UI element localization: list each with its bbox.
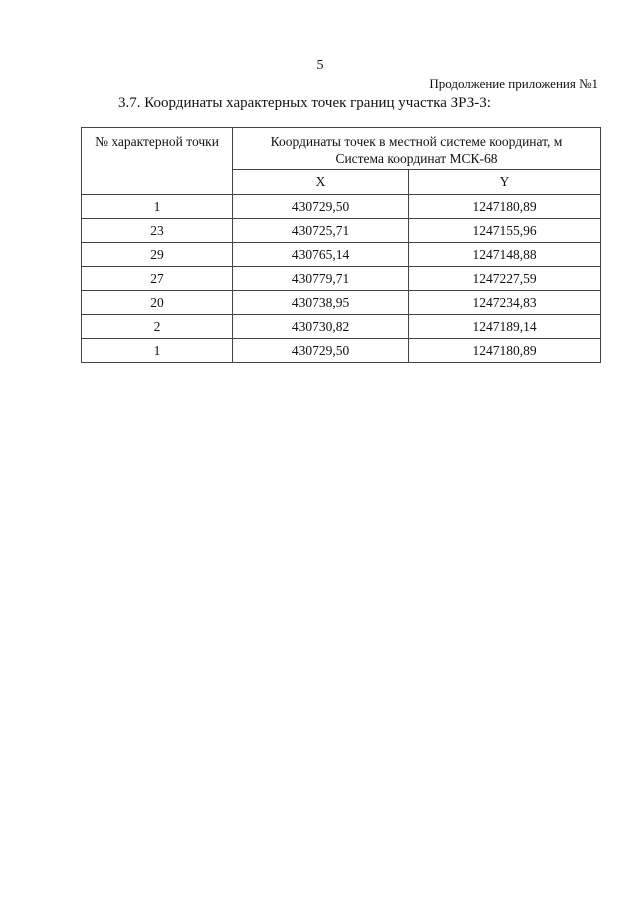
table-row <box>82 219 601 243</box>
cell-y: 1247227,59 <box>409 267 601 291</box>
cell-x: 430729,50 <box>233 339 409 363</box>
header-y: Y <box>409 170 601 195</box>
table-row <box>82 291 601 315</box>
cell-y: 1247234,83 <box>409 291 601 315</box>
cell-y: 1247148,88 <box>409 243 601 267</box>
header-coordinates-line1: Координаты точек в местной системе координат, м <box>270 133 563 149</box>
cell-point: 27 <box>82 267 233 291</box>
cell-x: 430765,14 <box>233 243 409 267</box>
cell-point: 23 <box>82 219 233 243</box>
cell-x: 430725,71 <box>233 219 409 243</box>
cell-x: 430729,50 <box>233 195 409 219</box>
section-title: 3.7. Координаты характерных точек границ участка ЗРЗ-3: <box>118 95 491 111</box>
cell-y: 1247180,89 <box>409 195 601 219</box>
table-row <box>82 267 601 291</box>
cell-x: 430738,95 <box>233 291 409 315</box>
cell-x: 430730,82 <box>233 315 409 339</box>
header-point-number: № характерной точки <box>82 128 233 195</box>
cell-x: 430779,71 <box>233 267 409 291</box>
table-row <box>82 243 601 267</box>
cell-point: 20 <box>82 291 233 315</box>
cell-y: 1247180,89 <box>409 339 601 363</box>
coordinates-table <box>81 127 601 363</box>
header-coordinates-line2: Система координат МСК-68 <box>335 150 498 166</box>
header-x: X <box>233 170 409 195</box>
table-row <box>82 315 601 339</box>
header-coordinates <box>233 128 601 170</box>
page-number: 5 <box>316 58 324 73</box>
appendix-note: Продолжение приложения №1 <box>429 76 598 91</box>
cell-point: 1 <box>82 339 233 363</box>
cell-point: 29 <box>82 243 233 267</box>
cell-point: 1 <box>82 195 233 219</box>
table-row <box>82 339 601 363</box>
cell-y: 1247155,96 <box>409 219 601 243</box>
table-row <box>82 195 601 219</box>
cell-y: 1247189,14 <box>409 315 601 339</box>
cell-point: 2 <box>82 315 233 339</box>
